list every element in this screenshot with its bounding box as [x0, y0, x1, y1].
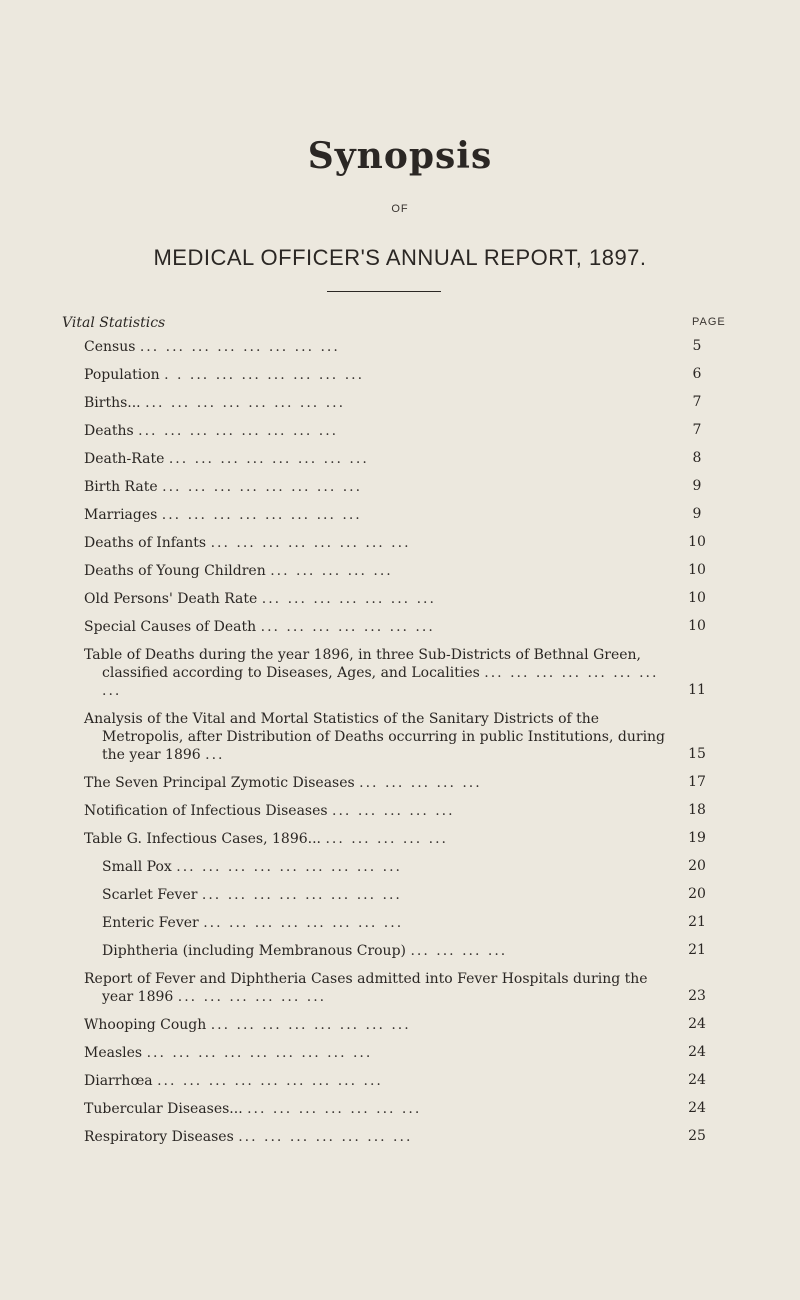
toc-entry	[62, 1016, 722, 1034]
toc-entry-label: Deaths of Infants	[84, 535, 207, 551]
toc-entry	[62, 366, 722, 384]
toc-page-number: 18	[688, 802, 706, 818]
section-heading: Vital Statistics	[62, 315, 166, 331]
toc-page-number: 17	[688, 774, 706, 790]
toc-entry-label: Small Pox	[102, 859, 172, 875]
toc-entry	[62, 422, 722, 440]
leader-dots: ... ... ... ... ...	[359, 775, 482, 791]
leader-dots: ... ... ... ... ... ... ... ...	[138, 423, 339, 439]
toc-page-number: 21	[688, 914, 706, 930]
toc-entry	[62, 1072, 722, 1090]
toc-page-number: 9	[692, 478, 702, 494]
toc-entry-label: Special Causes of Death	[84, 619, 257, 635]
leader-dots: ... ... ... ... ... ... ... ...	[201, 887, 402, 903]
toc-entry-label: Death-Rate	[84, 451, 165, 467]
toc-entry	[62, 1100, 722, 1118]
toc-page-number: 10	[688, 618, 706, 634]
toc-entry	[62, 618, 722, 636]
toc-page-number: 8	[692, 450, 702, 466]
toc-entry-label: Measles	[84, 1045, 143, 1061]
toc-entry-label: Enteric Fever	[102, 915, 199, 931]
toc-entry	[62, 534, 722, 552]
leader-dots: ... ... ... ... ... ... ...	[261, 591, 436, 607]
toc-entry-label: Tubercular Diseases...	[84, 1101, 243, 1117]
toc-entry-label: Respiratory Diseases	[84, 1129, 234, 1145]
toc-entry	[62, 802, 722, 820]
leader-dots: ... ... ... ... ... ... ... ...	[210, 1017, 411, 1033]
toc-entry	[62, 646, 722, 700]
toc-page-number: 24	[688, 1016, 706, 1032]
toc-entry-label: Census	[84, 339, 136, 355]
toc-entry	[62, 886, 722, 904]
toc-entry	[62, 914, 722, 932]
toc-entry-label: Diphtheria (including Membranous Croup)	[102, 943, 407, 959]
toc-page-number: 10	[688, 534, 706, 550]
toc-entry-label: Report of Fever and Diphtheria Cases admitted into Fever Hospitals during the year 1896	[84, 971, 648, 1005]
toc-page-number: 19	[688, 830, 706, 846]
toc-entry	[62, 394, 722, 412]
leader-dots: . . ... ... ... ... ... ... ...	[164, 367, 365, 383]
leader-dots: ... ... ... ... ... ...	[177, 989, 327, 1005]
toc-entry	[62, 478, 722, 496]
toc-entry-label: Birth Rate	[84, 479, 158, 495]
toc-page-number: 11	[688, 682, 706, 698]
toc-entry-label: Marriages	[84, 507, 158, 523]
table-of-contents	[62, 338, 722, 1156]
toc-entry	[62, 506, 722, 524]
toc-page-number: 10	[688, 590, 706, 606]
leader-dots: ... ... ... ... ...	[270, 563, 393, 579]
toc-entry	[62, 830, 722, 848]
leader-dots: ... ... ... ... ... ... ... ...	[168, 451, 369, 467]
leader-dots: ... ... ... ... ... ... ... ... ...	[146, 1045, 373, 1061]
toc-entry-label: Notification of Infectious Diseases	[84, 803, 328, 819]
toc-page-number: 15	[688, 746, 706, 762]
toc-entry	[62, 942, 722, 960]
page-column-heading: PAGE	[692, 316, 726, 328]
toc-page-number: 25	[688, 1128, 706, 1144]
toc-page-number: 23	[688, 988, 706, 1004]
toc-page-number: 5	[692, 338, 702, 354]
toc-entry-label: Deaths of Young Children	[84, 563, 266, 579]
toc-page-number: 20	[688, 858, 706, 874]
toc-entry-label: Diarrhœa	[84, 1073, 153, 1089]
toc-entry	[62, 562, 722, 580]
toc-entry	[62, 858, 722, 876]
toc-page-number: 24	[688, 1044, 706, 1060]
toc-entry	[62, 1044, 722, 1062]
leader-dots: ... ... ... ... ...	[332, 803, 455, 819]
toc-page-number: 9	[692, 506, 702, 522]
leader-dots: ... ... ... ... ... ... ...	[260, 619, 435, 635]
toc-entry	[62, 338, 722, 356]
leader-dots: ... ... ... ... ... ... ... ... ...	[176, 859, 403, 875]
title-connector: OF	[391, 203, 409, 215]
toc-entry-label: Table of Deaths during the year 1896, in three Sub-Districts of Bethnal Green, classified according to Diseases, Ages, and Localities	[84, 647, 641, 681]
leader-dots: ...	[205, 747, 225, 763]
toc-entry-label: Old Persons' Death Rate	[84, 591, 258, 607]
toc-entry-label: Deaths	[84, 423, 134, 439]
leader-dots: ... ... ... ... ... ... ... ...	[210, 535, 411, 551]
toc-entry	[62, 970, 722, 1006]
toc-entry-label: Scarlet Fever	[102, 887, 198, 903]
toc-entry-label: Whooping Cough	[84, 1017, 207, 1033]
toc-entry	[62, 590, 722, 608]
leader-dots: ... ... ... ... ... ... ...	[247, 1101, 422, 1117]
leader-dots: ... ... ... ... ... ... ... ...	[203, 915, 404, 931]
leader-dots: ... ... ... ... ... ... ... ...	[102, 665, 659, 699]
leader-dots: ... ... ... ... ... ... ... ...	[161, 507, 362, 523]
toc-entry-label: Births...	[84, 395, 141, 411]
toc-page-number: 7	[692, 422, 702, 438]
leader-dots: ... ... ... ... ... ... ... ... ...	[157, 1073, 383, 1089]
toc-page-number: 24	[688, 1072, 706, 1088]
toc-page-number: 7	[692, 394, 702, 410]
leader-dots: ... ... ... ...	[410, 943, 508, 959]
toc-entry	[62, 774, 722, 792]
toc-entry	[62, 1128, 722, 1146]
page-title: Synopsis	[307, 135, 493, 177]
toc-page-number: 10	[688, 562, 706, 578]
toc-page-number: 21	[688, 942, 706, 958]
leader-dots: ... ... ... ... ... ... ... ...	[139, 339, 340, 355]
report-title: MEDICAL OFFICER'S ANNUAL REPORT, 1897.	[153, 245, 647, 270]
toc-page-number: 24	[688, 1100, 706, 1116]
leader-dots: ... ... ... ... ... ... ... ...	[145, 395, 346, 411]
leader-dots: ... ... ... ... ...	[325, 831, 449, 847]
toc-page-number: 20	[688, 886, 706, 902]
toc-entry-label: The Seven Principal Zymotic Diseases	[84, 775, 355, 791]
toc-page-number: 6	[692, 366, 702, 382]
toc-entry-label: Table G. Infectious Cases, 1896...	[84, 831, 321, 847]
leader-dots: ... ... ... ... ... ... ... ...	[162, 479, 363, 495]
toc-entry	[62, 710, 722, 764]
toc-entry-label: Population	[84, 367, 160, 383]
toc-entry	[62, 450, 722, 468]
leader-dots: ... ... ... ... ... ... ...	[238, 1129, 413, 1145]
divider-rule	[327, 291, 441, 292]
toc-entry-label: Analysis of the Vital and Mortal Statistics of the Sanitary Districts of the Metropolis, after Distribution of Deaths occurring in public Institutions, during the year 1896	[84, 711, 666, 763]
